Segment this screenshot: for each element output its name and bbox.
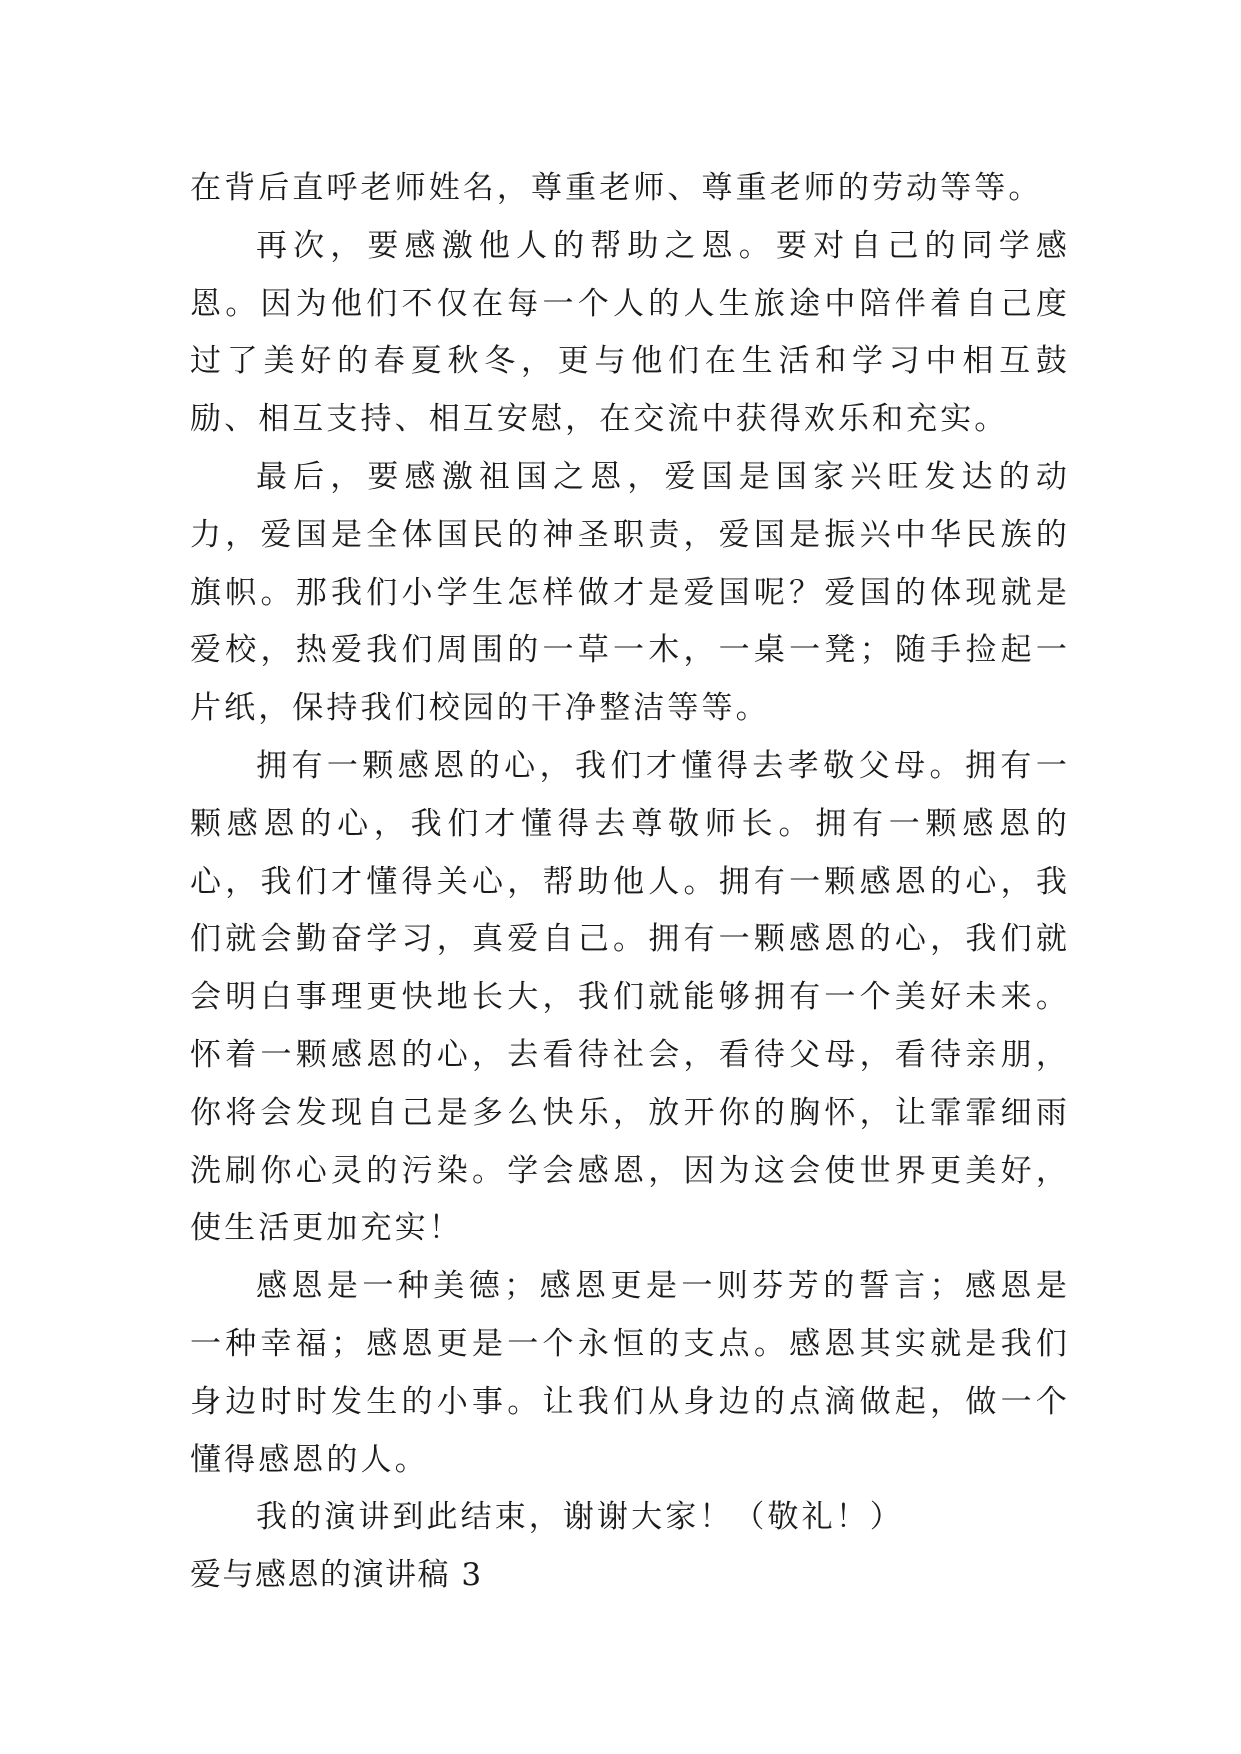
- paragraph-closing: 我的演讲到此结束，谢谢大家！（敬礼！）: [256, 1499, 904, 1536]
- document-body: [190, 160, 1070, 1605]
- paragraph-continued: 在背后直呼老师姓名，尊重老师、尊重老师的劳动等等。: [190, 170, 1043, 206]
- next-section-title: 爱与感恩的演讲稿 3: [190, 1557, 483, 1594]
- paragraph-grateful-heart: 拥有一颗感恩的心，我们才懂得去孝敬父母。拥有一颗感恩的心，我们才懂得去尊敬师长。拥有一颗感恩的心，我们才懂得关心，帮助他人。拥有一颗感恩的心，我们就会勤奋学习，真爱自己。拥有一颗感恩的心，我们就会明白事理更快地长大，我们就能够拥有一个美好未来。怀着一颗感恩的心，去看待社会，看待父母，看待亲朋，你将会发现自己是多么快乐，放开你的胸怀，让霏霏细雨洗刷你心灵的污染。学会感恩，因为这会使世界更美好，使生活更加充实！: [190, 747, 1070, 1247]
- paragraph-virtue: 感恩是一种美德；感恩更是一则芬芳的誓言；感恩是一种幸福；感恩更是一个永恒的支点。感恩其实就是我们身边时时发生的小事。让我们从身边的点滴做起，做一个懂得感恩的人。: [190, 1268, 1070, 1478]
- paragraph-classmates: 再次，要感激他人的帮助之恩。要对自己的同学感恩。因为他们不仅在每一个人的人生旅途中陪伴着自己度过了美好的春夏秋冬，更与他们在生活和学习中相互鼓励、相互支持、相互安慰，在交流中获得欢乐和充实。: [190, 227, 1070, 438]
- paragraph-motherland: 最后，要感激祖国之恩，爱国是国家兴旺发达的动力，爱国是全体国民的神圣职责，爱国是振兴中华民族的旗帜。那我们小学生怎样做才是爱国呢？爱国的体现就是爱校，热爱我们周围的一草一木，一桌一凳；随手捡起一片纸，保持我们校园的干净整洁等等。: [190, 458, 1070, 727]
